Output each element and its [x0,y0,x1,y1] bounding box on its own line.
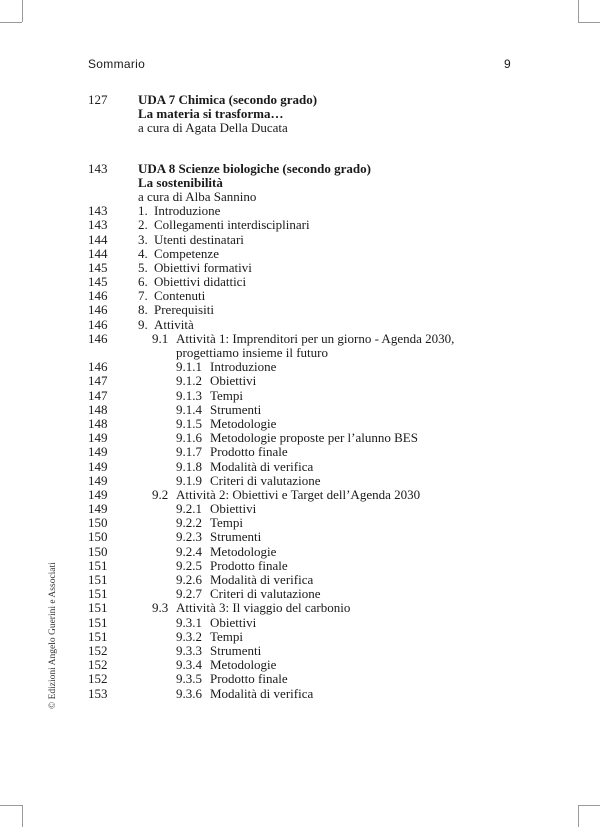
toc-entry-number: 9.2.5 [176,557,202,573]
toc-page-number: 149 [88,430,108,446]
toc-entry [0,474,600,488]
toc-entry [0,488,600,502]
toc-entry [0,318,600,332]
toc-entry [0,573,600,587]
toc-entry-number: 2. [138,217,148,233]
toc-page-number: 150 [88,529,108,545]
toc-page-number: 146 [88,330,108,346]
toc-entry [0,431,600,445]
toc-entry-title: Metodologie [210,415,277,431]
toc-entry-number: 9.3.1 [176,614,202,630]
toc-page-number: 150 [88,543,108,559]
toc-entry-title: Tempi [210,515,244,531]
section-title-row [0,93,600,107]
section-author-row [0,121,600,135]
toc-page-number: 151 [88,600,108,616]
toc-entry-title: Strumenti [210,401,262,417]
toc-page-number: 151 [88,586,108,602]
toc-entry-title: Tempi [210,387,244,403]
toc-page-number: 149 [88,472,108,488]
toc-entry-title: Obiettivi formativi [154,259,252,275]
toc-page-number: 151 [88,614,108,630]
toc-entry-title: Modalità di verifica [210,572,314,587]
toc-entry [0,261,600,275]
crop-mark [578,805,600,806]
toc-entry [0,616,600,630]
toc-entry-number: 9.2.4 [176,543,202,559]
section-subtitle: La sostenibilità [138,174,223,190]
toc-entry [0,389,600,403]
toc-page-number: 151 [88,628,108,644]
toc-page-number: 149 [88,501,108,517]
toc-entry [0,218,600,232]
toc-entry [0,374,600,388]
toc-entry-title: Strumenti [210,642,262,658]
toc-entry-title: Attività 2: Obiettivi e Target dell’Agenda 2030 [176,486,421,502]
toc-entry-title: Modalità di verifica [210,458,314,474]
toc-entry [0,630,600,644]
toc-entry-number: 9.3 [152,600,169,616]
toc-entry-number: 9.1.1 [176,359,202,375]
toc-entry-title: Introduzione [210,359,277,375]
toc-entry [0,644,600,658]
toc-entry [0,687,600,701]
crop-mark [0,805,22,806]
toc-entry [0,559,600,573]
toc-entry-number: 4. [138,245,148,261]
toc-entry [0,672,600,686]
toc-page-number: 146 [88,316,108,332]
toc-page-number: 149 [88,486,108,502]
toc-page-number: 147 [88,387,108,403]
toc-entry-number: 9.2.1 [176,501,202,517]
toc-entry [0,332,600,346]
toc-page-number: 143 [88,203,108,219]
running-header-title: Sommario [88,57,146,71]
toc-entry-title: Obiettivi [210,614,257,630]
crop-mark [0,22,22,23]
toc-page-number: 153 [88,685,108,701]
toc-entry-title: Tempi [210,628,244,644]
table-of-contents [0,93,600,701]
toc-entry [0,233,600,247]
toc-entry-number: 5. [138,259,148,275]
toc-entry-title: Competenze [154,245,219,261]
toc-page-number: 143 [88,217,108,233]
toc-entry [0,303,600,317]
toc-entry-number: 9.3.3 [176,642,202,658]
toc-entry-title: Strumenti [210,529,262,545]
crop-mark [578,0,579,22]
toc-entry-title: Metodologie [210,657,277,673]
toc-entry [0,247,600,261]
toc-entry-title: Collegamenti interdisciplinari [154,217,310,233]
toc-entry-title: Introduzione [154,203,221,219]
toc-entry [0,204,600,218]
toc-entry-number: 7. [138,288,148,304]
toc-entry-title: Prodotto finale [210,557,288,573]
toc-page-number: 150 [88,515,108,531]
toc-entry [0,360,600,374]
toc-entry-title: Criteri di valutazione [210,472,321,488]
toc-entry-number: 9.1.3 [176,387,202,403]
toc-entry-title: progettiamo insieme il futuro [176,345,328,360]
toc-entry [0,346,600,360]
toc-entry-number: 9.1.8 [176,458,202,474]
toc-entry-number: 8. [138,302,148,318]
toc-entry [0,545,600,559]
toc-entry-title: Metodologie [210,543,277,559]
toc-entry-number: 9.2.6 [176,572,202,587]
toc-entry-number: 9.2 [152,486,169,502]
toc-entry-number: 9.1.9 [176,472,202,488]
toc-entry [0,530,600,544]
toc-entry-number: 9.1.2 [176,373,202,389]
toc-page-number: 148 [88,415,108,431]
toc-entry-title: Prodotto finale [210,444,288,460]
publisher-credit: © Edizioni Angelo Guerini e Associati [48,562,58,709]
toc-entry-title: Criteri di valutazione [210,586,321,602]
toc-entry-title: Attività [154,316,194,332]
toc-entry-title: Modalità di verifica [210,685,314,701]
toc-entry-number: 9.2.7 [176,586,202,602]
toc-entry-number: 3. [138,231,148,247]
toc-entry-number: 9.2.3 [176,529,202,545]
crop-mark [578,22,600,23]
toc-page-number: 146 [88,302,108,318]
toc-entry-number: 9.1.7 [176,444,202,460]
toc-entry-title: Prerequisiti [154,302,214,318]
crop-mark [22,805,23,827]
toc-entry-title: Metodologie proposte per l’alunno BES [210,430,418,446]
toc-entry [0,403,600,417]
toc-entry-title: Prodotto finale [210,671,288,687]
toc-entry-number: 9.3.5 [176,671,202,687]
toc-page-number: 149 [88,458,108,474]
toc-page-number: 144 [88,245,108,261]
toc-entry [0,417,600,431]
toc-entry-title: Obiettivi [210,501,257,517]
toc-entry-number: 9.1.4 [176,401,202,417]
toc-entry [0,289,600,303]
toc-page-number: 148 [88,401,108,417]
toc-entry-title: Attività 1: Imprenditori per un giorno - Agenda 2030, [176,330,455,346]
toc-page-number: 143 [88,160,108,176]
toc-entry-number: 1. [138,203,148,219]
toc-entry-title: Obiettivi didattici [154,274,247,290]
toc-page-number: 152 [88,671,108,687]
toc-entry [0,658,600,672]
toc-entry [0,587,600,601]
toc-entry-title: Attività 3: Il viaggio del carbonio [176,600,351,616]
toc-entry [0,460,600,474]
section-title: UDA 8 Scienze biologiche (secondo grado) [138,160,371,176]
toc-page-number: 127 [88,92,108,107]
toc-entry-number: 6. [138,274,148,290]
toc-page-number: 152 [88,642,108,658]
toc-entry-number: 9.3.2 [176,628,202,644]
toc-entry-title: Contenuti [154,288,206,304]
toc-page-number: 144 [88,231,108,247]
toc-entry [0,275,600,289]
section-title: UDA 7 Chimica (secondo grado) [138,92,318,107]
toc-page-number: 145 [88,274,108,290]
toc-entry-number: 9.3.6 [176,685,202,701]
toc-page-number: 145 [88,259,108,275]
toc-page-number: 147 [88,373,108,389]
section-title-row [0,162,600,176]
toc-entry-number: 9.1.6 [176,430,202,446]
toc-entry [0,516,600,530]
page-number: 9 [504,57,511,71]
toc-entry-number: 9.1.5 [176,415,202,431]
toc-page-number: 151 [88,572,108,587]
toc-page-number: 151 [88,557,108,573]
toc-page-number: 146 [88,359,108,375]
toc-entry-number: 9.1 [152,330,169,346]
section-subtitle: La materia si trasforma… [138,106,284,122]
toc-entry [0,502,600,516]
section-author: a cura di Agata Della Ducata [138,120,288,136]
toc-entry [0,445,600,459]
toc-entry-number: 9.3.4 [176,657,202,673]
toc-entry-number: 9.2.2 [176,515,202,531]
toc-entry-number: 9. [138,316,148,332]
section-author: a cura di Alba Sannino [138,188,257,204]
section-subtitle-row [0,176,600,190]
section-author-row [0,190,600,204]
toc-entry-title: Utenti destinatari [154,231,244,247]
crop-mark [578,805,579,827]
toc-page-number: 152 [88,657,108,673]
section-subtitle-row [0,107,600,121]
crop-mark [22,0,23,22]
toc-page-number: 146 [88,288,108,304]
toc-entry-title: Obiettivi [210,373,257,389]
toc-entry [0,601,600,615]
toc-page-number: 149 [88,444,108,460]
